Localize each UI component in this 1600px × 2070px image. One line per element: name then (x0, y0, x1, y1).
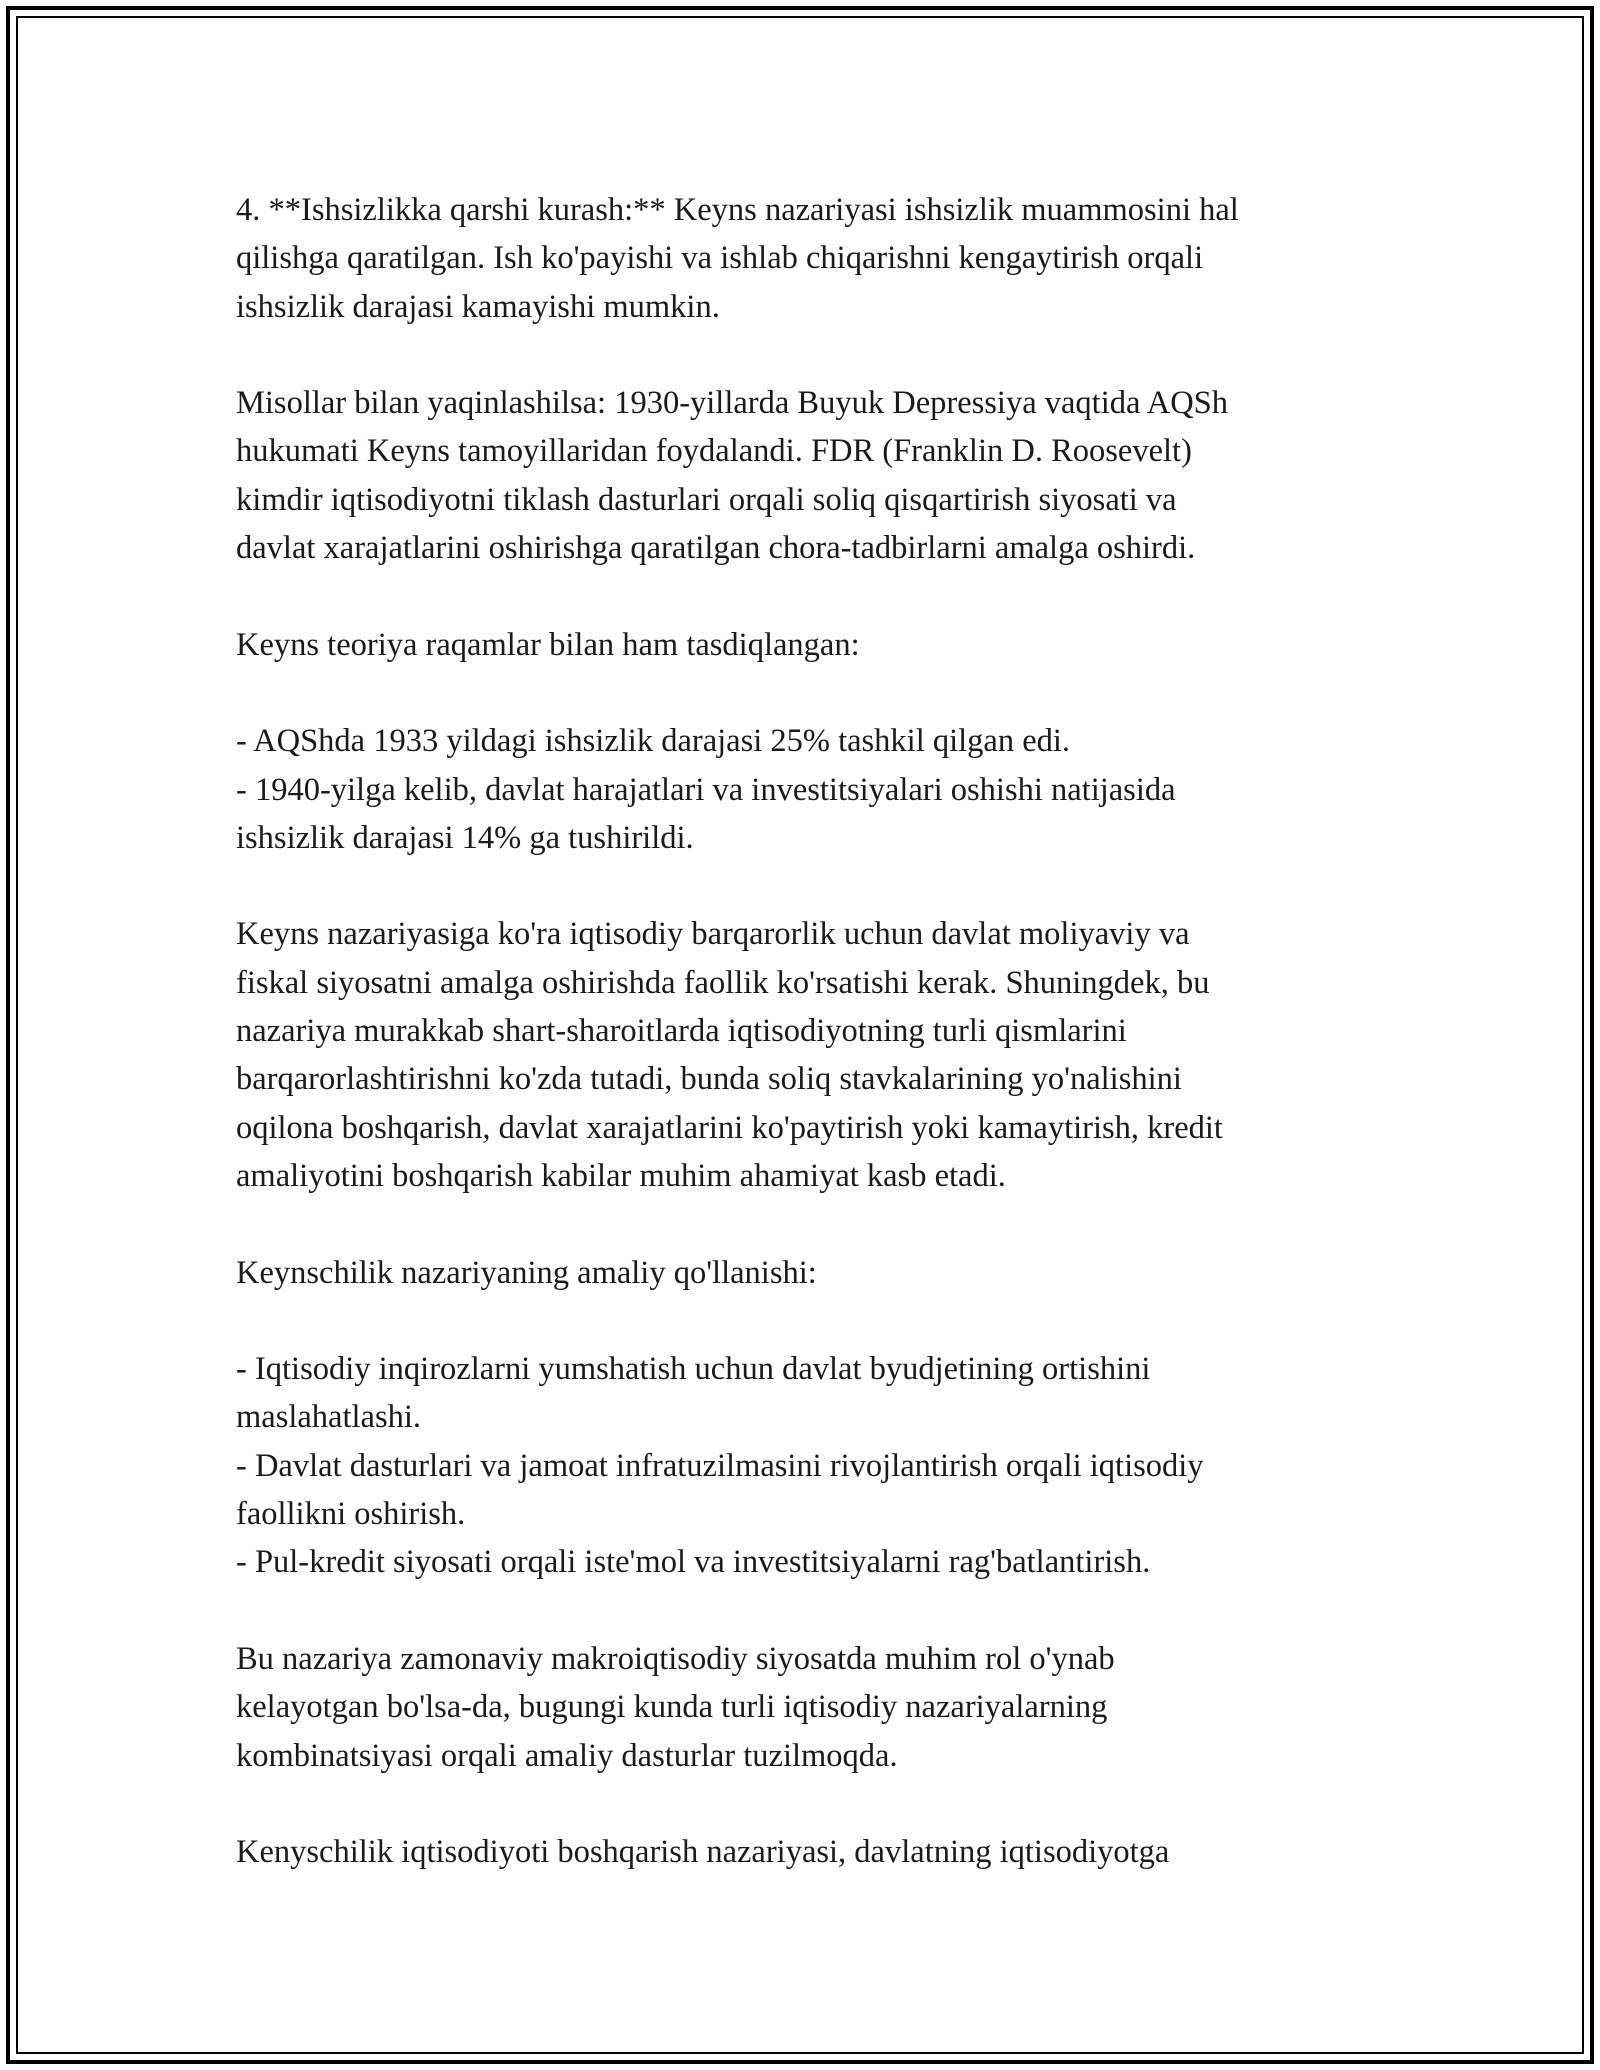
paragraph (236, 1345, 1396, 1586)
paragraph-gap (236, 331, 1396, 379)
paragraph (236, 717, 1396, 862)
paragraph-gap (236, 1200, 1396, 1248)
paragraph (236, 621, 1396, 669)
text-line: oqilona boshqarish, davlat xarajatlarini ko'paytirish yoki kamaytirish, kredit (236, 1109, 1223, 1146)
text-line: amaliyotini boshqarish kabilar muhim ahamiyat kasb etadi. (236, 1157, 1006, 1194)
paragraph (236, 1249, 1396, 1297)
paragraph-gap (236, 862, 1396, 910)
text-line: nazariya murakkab shart-sharoitlarda iqtisodiyotning turli qismlarini (236, 1013, 1127, 1050)
paragraph (236, 1828, 1396, 1876)
text-line: kombinatsiyasi orqali amaliy dasturlar tuzilmoqda. (236, 1737, 898, 1774)
text-line: - Davlat dasturlari va jamoat infratuzilmasini rivojlantirish orqali iqtisodiy (236, 1447, 1204, 1484)
text-line: - AQShda 1933 yildagi ishsizlik darajasi 25% tashkil qilgan edi. (236, 723, 1071, 760)
text-line: Keyns teoriya raqamlar bilan ham tasdiqlangan: (236, 626, 860, 663)
text-line: barqarorlashtirishni ko'zda tutadi, bunda soliq stavkalarining yo'nalishini (236, 1061, 1182, 1098)
paragraph (236, 910, 1396, 1200)
text-line: Keyns nazariyasiga ko'ra iqtisodiy barqarorlik uchun davlat moliyaviy va (236, 916, 1190, 953)
text-line: Keynschilik nazariyaning amaliy qo'llanishi: (236, 1254, 817, 1291)
paragraph (236, 1635, 1396, 1780)
text-line: kimdir iqtisodiyotni tiklash dasturlari orqali soliq qisqartirish siyosati va (236, 481, 1177, 518)
text-line: davlat xarajatlarini oshirishga qaratilgan chora-tadbirlarni amalga oshirdi. (236, 530, 1196, 567)
text-line: Misollar bilan yaqinlashilsa: 1930-yillarda Buyuk Depressiya vaqtida AQSh (236, 385, 1228, 422)
paragraph-gap (236, 572, 1396, 620)
text-line: - Pul-kredit siyosati orqali iste'mol va investitsiyalarni rag'batlantirish. (236, 1544, 1151, 1581)
text-line: Kenyschilik iqtisodiyoti boshqarish nazariyasi, davlatning iqtisodiyotga (236, 1834, 1170, 1871)
text-line: 4. **Ishsizlikka qarshi kurash:** Keyns nazariyasi ishsizlik muammosini hal (236, 192, 1239, 228)
text-line: - 1940-yilga kelib, davlat harajatlari va investitsiyalari oshishi natijasida (236, 771, 1176, 808)
text-line: qilishga qaratilgan. Ish ko'payishi va ishlab chiqarishni kengaytirish orqali (236, 240, 1204, 277)
text-line: fiskal siyosatni amalga oshirishda faollik ko'rsatishi kerak. Shuningdek, bu (236, 964, 1210, 1001)
text-line: kelayotgan bo'lsa-da, bugungi kunda turli iqtisodiy nazariyalarning (236, 1689, 1108, 1726)
paragraph (236, 186, 1396, 331)
paragraph (236, 379, 1396, 572)
paragraph-gap (236, 669, 1396, 717)
paragraph-gap (236, 1780, 1396, 1828)
text-line: - Iqtisodiy inqirozlarni yumshatish uchun davlat byudjetining ortishini (236, 1351, 1151, 1388)
paragraph-gap (236, 1297, 1396, 1345)
paragraph-gap (236, 1587, 1396, 1635)
document-body (236, 186, 1396, 1876)
text-line: maslahatlashi. (236, 1399, 422, 1436)
text-line: Bu nazariya zamonaviy makroiqtisodiy siyosatda muhim rol o'ynab (236, 1640, 1115, 1677)
text-line: hukumati Keyns tamoyillaridan foydalandi. FDR (Franklin D. Roosevelt) (236, 433, 1192, 470)
text-line: faollikni oshirish. (236, 1496, 466, 1533)
text-line: ishsizlik darajasi kamayishi mumkin. (236, 288, 720, 325)
text-line: ishsizlik darajasi 14% ga tushirildi. (236, 819, 694, 856)
